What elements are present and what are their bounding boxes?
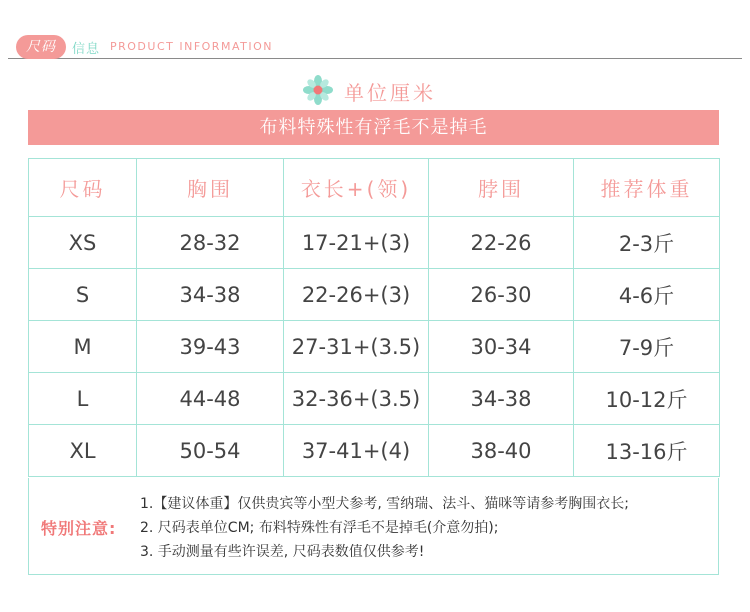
note-item: 2. 尺码表单位CM; 布料特殊性有浮毛不是掉毛(介意勿拍); — [140, 520, 499, 536]
product-information-label: PRODUCT INFORMATION — [110, 40, 273, 53]
table-row — [29, 321, 720, 373]
note-item: 1.【建议体重】仅供贵宾等小型犬参考, 雪纳瑞、法斗、猫咪等请参考胸围衣长; — [140, 496, 629, 512]
notes-list — [140, 492, 629, 564]
table-row — [29, 269, 720, 321]
header-divider — [8, 58, 742, 59]
cell-neck: 30-34 — [429, 321, 574, 373]
unit-title: 单位厘米 — [344, 81, 436, 105]
notes-label: 特别注意: — [41, 519, 117, 538]
cell-chest: 50-54 — [137, 425, 284, 477]
header-length: 衣长+(领) — [284, 159, 429, 217]
notes-box — [28, 478, 719, 575]
table-row — [29, 373, 720, 425]
cell-length: 17-21+(3) — [284, 217, 429, 269]
cell-neck: 34-38 — [429, 373, 574, 425]
unit-title-row — [0, 74, 750, 106]
badge-subtitle: 信息 — [72, 42, 101, 57]
cell-size: XL — [29, 425, 137, 477]
cell-neck: 38-40 — [429, 425, 574, 477]
cell-weight: 4-6斤 — [574, 269, 720, 321]
cell-weight: 7-9斤 — [574, 321, 720, 373]
cell-size: M — [29, 321, 137, 373]
cell-length: 22-26+(3) — [284, 269, 429, 321]
header-size: 尺码 — [29, 159, 137, 217]
cell-size: S — [29, 269, 137, 321]
cell-chest: 44-48 — [137, 373, 284, 425]
table-row — [29, 217, 720, 269]
cell-neck: 22-26 — [429, 217, 574, 269]
cell-chest: 28-32 — [137, 217, 284, 269]
cell-size: L — [29, 373, 137, 425]
note-item: 3. 手动测量有些许误差, 尺码表数值仅供参考! — [140, 544, 425, 560]
cell-size: XS — [29, 217, 137, 269]
table-row — [29, 425, 720, 477]
cell-length: 32-36+(3.5) — [284, 373, 429, 425]
cell-weight: 10-12斤 — [574, 373, 720, 425]
cell-neck: 26-30 — [429, 269, 574, 321]
size-table — [28, 158, 720, 477]
cell-chest: 34-38 — [137, 269, 284, 321]
flower-icon — [302, 74, 334, 106]
cell-weight: 2-3斤 — [574, 217, 720, 269]
fabric-notice-banner: 布料特殊性有浮毛不是掉毛 — [28, 110, 719, 145]
table-header-row — [29, 159, 720, 217]
cell-length: 37-41+(4) — [284, 425, 429, 477]
cell-chest: 39-43 — [137, 321, 284, 373]
header-chest: 胸围 — [137, 159, 284, 217]
cell-length: 27-31+(3.5) — [284, 321, 429, 373]
size-badge: 尺码 — [16, 35, 66, 59]
header-weight: 推荐体重 — [574, 159, 720, 217]
cell-weight: 13-16斤 — [574, 425, 720, 477]
header-neck: 脖围 — [429, 159, 574, 217]
